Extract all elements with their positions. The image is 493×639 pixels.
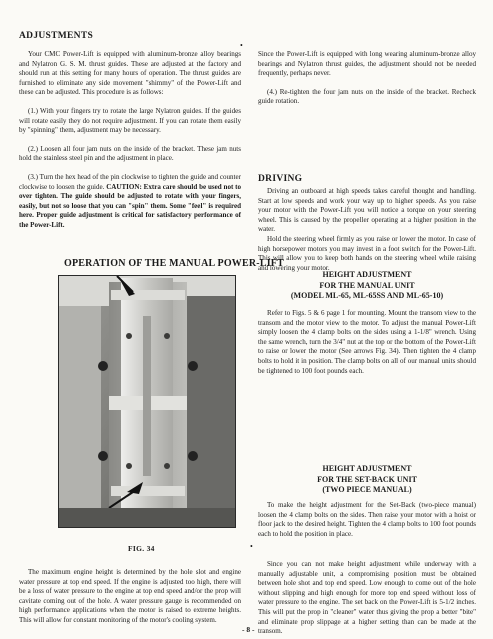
adjustment-step-3-continued: Since the Power-Lift is equipped with long wearing aluminum-bronze alloy bearings and Nylatron thrust guides, the adjustment should not be needed frequently, perhaps never.	[258, 50, 476, 78]
driving-paragraph-2: Hold the steering wheel firmly as you raise or lower the motor. In case of high horsepower motors you may invest in a foot switch for the Power-Lift. This will allow you to keep both hands on the steering wheel while raising and lowering your motor.	[258, 234, 476, 272]
adjustments-heading: ADJUSTMENTS	[19, 31, 94, 41]
adjustment-step-4: (4.) Re-tighten the four jam nuts on the inside of the bracket. Recheck guide rotation.	[258, 87, 476, 106]
setback-height-title-2: FOR THE SET-BACK UNIT	[317, 474, 417, 484]
manual-height-heading	[258, 270, 476, 302]
manual-height-body: Refer to Figs. 5 & 6 page 1 for mounting. Mount the transom view to the transom and the motor view to the motor. To adjust the manual Power-Lift simply loosen the 4 clamp bolts on the sides using a 1-1/8" wrench. Using the same wrench, turn the 3/4" nut at the top or the bottom of the Power-Lift to raise or lower the motor (See arrows Fig. 34). Then tighten the 4 clamp bolts to hold it in position. The clamp bolts on all of our manual units should be tightened to 100 foot pounds each.	[258, 309, 476, 375]
adjustment-step-2: (2.) Loosen all four jam nuts on the inside of the bracket. These jam nuts hold the stainless steel pin and the adjustment in place.	[19, 144, 241, 163]
page-number: - 8 -	[242, 625, 255, 634]
adjustment-step-3-text: (3.) Turn the hex head of the pin clockwise to tighten the guide and counter clockwise to loosen the guide.	[19, 172, 241, 191]
compromise-body: Since you can not make height adjustment while underway with a manually adjustable unit, a compromising position must be obtained between hole shot and top end speed. Low enough to come out of the hole without slipping and high enough for more top end speed without loss of water pressure to the engine. The set back on the Power-Lift is 5-1/2 inches. This will put the prop in "cleaner" water thus giving the prop a better "bite" and eliminate prop slippage at a higher setting than can be made at the transom.	[258, 560, 476, 636]
manual-height-section	[258, 309, 476, 376]
adjustment-caution: CAUTION: Extra care should be used not to over tighten. The guide should be adjusted to rotate with your fingers, easily, but not so loose that you can "spin" them. Some "feel" is required here. Proper guide adjustment is critical for satisfactory performance of the Power-Lift.	[19, 182, 242, 229]
figure-caption: FIG. 34	[128, 544, 155, 553]
adjustments-intro: Your CMC Power-Lift is equipped with aluminum-bronze alloy bearings and Nylatron G. S. M. thrust guides. These are adjusted at the factory and should run at this setting for many hours of operation. The thrust guides are furnished to eliminate any side movement "shimmy" of the Power-Lift and these can be adjusted. This procedure is as follows:	[19, 50, 241, 97]
setback-height-heading	[258, 464, 476, 496]
setback-height-title-3: (TWO PIECE MANUAL)	[322, 485, 412, 494]
driving-paragraph-1: Driving an outboard at high speeds takes careful thought and handling. Start at low speeds and work your way up to higher speeds. As you raise your motor with the Power-Lift you will notice a torque on your steering wheel. This is caused by the propeller operating at a higher position in the water.	[258, 187, 476, 234]
manual-height-title-2: FOR THE MANUAL UNIT	[319, 280, 415, 290]
driving-section	[258, 187, 476, 273]
adjustment-step-3	[19, 173, 241, 231]
bullet-mark: •	[250, 542, 253, 551]
adjustments-column-left	[19, 50, 241, 231]
engine-height-body: The maximum engine height is determined by the hole slot and engine water pressure at top end speed. If the engine is adjusted too high, there will be a loss of water pressure to the engine at top end speed and/or the prop will cavitate coming out of the hole. A water pressure gauge is recommended on high performance applications when the motor is raised to extreme heights. This will allow for constant monitoring of the motor's cooling system.	[19, 568, 241, 624]
figure-34-photo	[58, 275, 236, 528]
compromise-section	[258, 560, 476, 637]
driving-heading: DRIVING	[258, 174, 303, 184]
power-lift-photo-illustration	[59, 276, 235, 527]
adjustment-step-1: (1.) With your fingers try to rotate the large Nylatron guides. If the guides will rotate easily they do not require adjustment. If you can rotate them easily by "spinning" them, adjustment may be necessary.	[19, 106, 241, 135]
adjustments-column-right	[258, 50, 476, 107]
manual-height-title-3: (MODEL ML-65, ML-65SS AND ML-65-10)	[290, 291, 444, 300]
manual-height-title-1: HEIGHT ADJUSTMENT	[322, 270, 412, 279]
setback-height-section	[258, 501, 476, 539]
bullet-mark: •	[240, 41, 243, 50]
engine-height-section	[19, 568, 241, 626]
setback-height-body: To make the height adjustment for the Set-Back (two-piece manual) loosen the 4 clamp bolts on the sides. Then raise your motor with a hoist or floor jack to the desired height. Tighten the 4 clamp bolts to 100 foot pounds each to hold the position in place.	[258, 501, 476, 538]
setback-height-title-1: HEIGHT ADJUSTMENT	[322, 464, 412, 473]
manual-operation-heading: OPERATION OF THE MANUAL POWER-LIFT	[64, 258, 284, 269]
